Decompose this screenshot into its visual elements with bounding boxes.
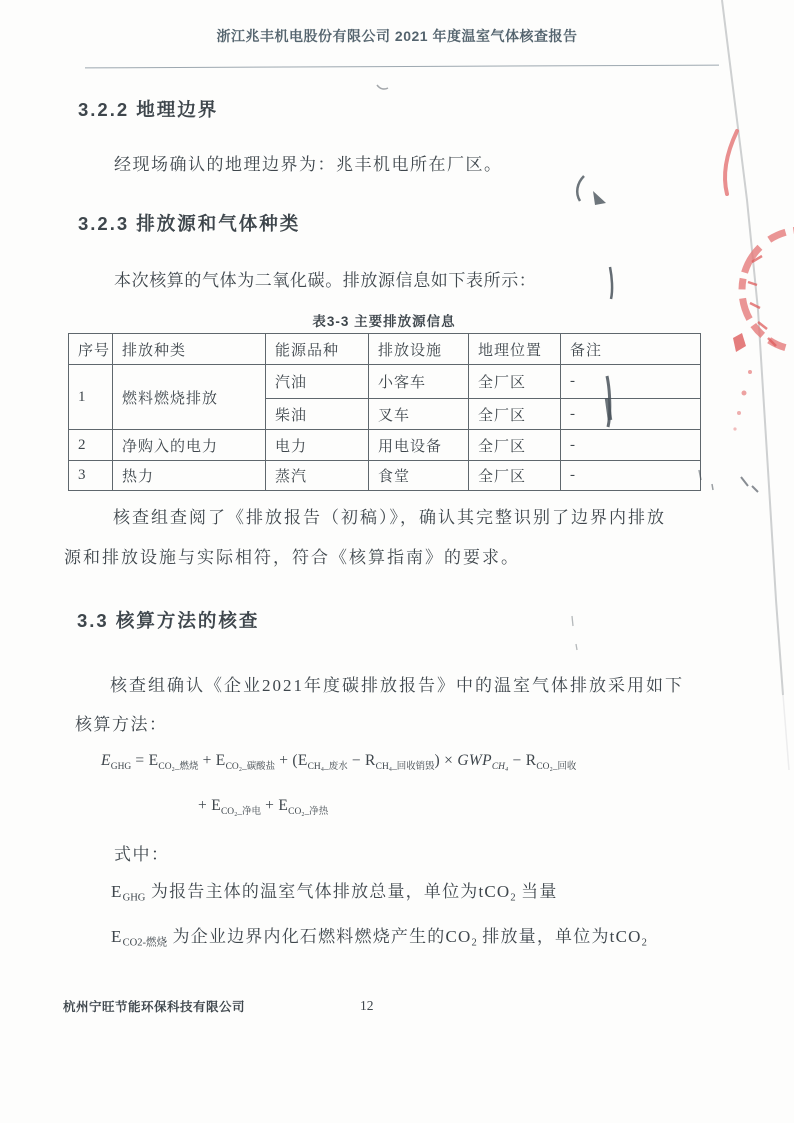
cell-facility: 食堂: [369, 461, 469, 491]
cell-note: -: [561, 365, 701, 399]
cell-location: 全厂区: [469, 461, 561, 491]
post-table-paragraph-line1: 核查组查阅了《排放报告（初稿）》，确认其完整识别了边界内排放: [113, 508, 666, 527]
red-stamp: [725, 131, 794, 431]
cell-energy: 汽油: [266, 365, 369, 399]
table-header-row: [69, 334, 701, 365]
formula-intro: 式中：: [114, 845, 170, 864]
cell-type: 热力: [113, 461, 266, 491]
definition-eco2-combustion: $E_{CO2-燃烧}$ 为企业边界内化石燃料燃烧产生的$CO_2$ 排放量，单位为tCO$_2$: [111, 927, 647, 949]
col-header-no: 序号: [69, 334, 113, 365]
cell-facility: 小客车: [369, 365, 469, 399]
cell-note: -: [561, 399, 701, 430]
section-3-2-2-heading: 3.2.2 地理边界: [78, 99, 219, 120]
emission-source-table: [68, 333, 701, 491]
col-header-location: 地理位置: [469, 334, 561, 365]
cell-location: 全厂区: [469, 399, 561, 430]
cell-energy: 电力: [266, 430, 369, 461]
section-3-3-paragraph-line2: 核算方法：: [75, 715, 168, 734]
post-table-paragraph-line2: 源和排放设施与实际相符，符合《核算指南》的要求。: [64, 548, 520, 567]
section-3-3-paragraph-line1: 核查组确认《企业2021年度碳排放报告》中的温室气体排放采用如下: [110, 676, 684, 695]
section-3-2-3-paragraph: 本次核算的气体为二氧化碳。排放源信息如下表所示：: [114, 271, 537, 290]
cell-facility: 叉车: [369, 399, 469, 430]
cell-note: -: [561, 461, 701, 491]
col-header-type: 排放种类: [113, 334, 266, 365]
col-header-facility: 排放设施: [369, 334, 469, 365]
cell-note: -: [561, 430, 701, 461]
cell-no: 3: [69, 461, 113, 491]
table-row: [69, 430, 701, 461]
table-caption: 表3-3 主要排放源信息: [312, 314, 456, 329]
definition-eghg: $E_{GHG}$ 为报告主体的温室气体排放总量，单位为tCO$_2$ 当量: [111, 882, 558, 904]
section-3-3-heading: 3.3 核算方法的核查: [77, 610, 260, 631]
page-edge-line: [722, 0, 789, 770]
col-header-energy: 能源品种: [266, 334, 369, 365]
cell-no: 2: [69, 430, 113, 461]
cell-location: 全厂区: [469, 365, 561, 399]
header-rule: [85, 65, 719, 69]
section-3-2-3-heading: 3.2.3 排放源和气体种类: [78, 213, 301, 234]
cell-location: 全厂区: [469, 430, 561, 461]
cell-type: 净购入的电力: [113, 430, 266, 461]
section-3-2-2-paragraph: 经现场确认的地理边界为：兆丰机电所在厂区。: [114, 155, 503, 174]
footer-company-name: 杭州宁旺节能环保科技有限公司: [63, 1000, 246, 1014]
cell-energy: 蒸汽: [266, 461, 369, 491]
cell-energy: 柴油: [266, 399, 369, 430]
col-header-note: 备注: [561, 334, 701, 365]
table-row: [69, 461, 701, 491]
cell-no: 1: [69, 365, 113, 430]
footer-page-number: 12: [360, 998, 374, 1013]
ghg-formula-line2: + $E_{CO_2\_净电} + E_{CO_2\_净热}$: [198, 797, 329, 817]
cell-type: 燃料燃烧排放: [113, 365, 266, 430]
cell-facility: 用电设备: [369, 430, 469, 461]
ghg-formula-line1: $E_{GHG} = E_{CO_2\_燃烧} + E_{CO_2\_碳酸盐} + (E_{CH_4\_废水} - R_{CH_4\_回收销毁}) \times GWP_{CH_4} - R_{CO_2\_回收}$: [101, 752, 577, 772]
table-row: [69, 365, 701, 399]
page-header-title: 浙江兆丰机电股份有限公司 2021 年度温室气体核查报告: [216, 28, 578, 44]
